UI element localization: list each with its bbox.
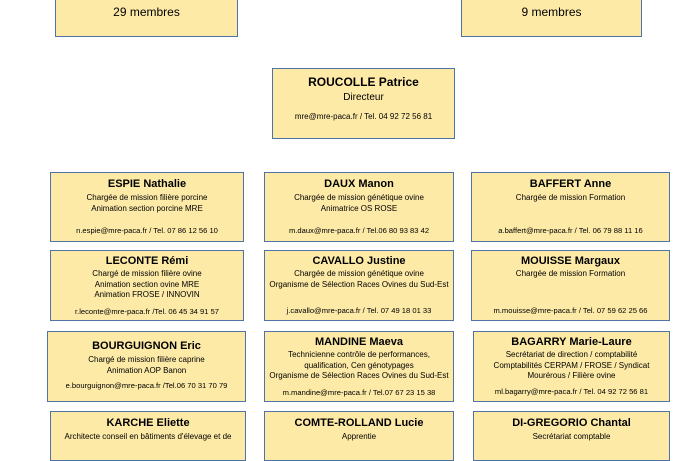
member-count: 29 membres bbox=[113, 5, 180, 19]
staff-role: Chargé de mission filière caprine bbox=[88, 355, 205, 364]
staff-name: BAGARRY Marie-Laure bbox=[511, 336, 632, 348]
staff-role: Chargée de mission filière porcine bbox=[86, 193, 208, 202]
staff-contact: j.cavallo@mre-paca.fr / Tel. 07 49 18 01 33 bbox=[286, 306, 432, 315]
staff-contact: m.mandine@mre-paca.fr / Tel.07 67 23 15 38 bbox=[282, 388, 436, 397]
staff-card bbox=[50, 172, 244, 242]
staff-card bbox=[264, 331, 454, 402]
staff-role: Organisme de Sélection Races Ovines du Sud-Est bbox=[269, 371, 449, 380]
staff-contact: n.espie@mre-paca.fr / Tel. 07 86 12 56 10 bbox=[76, 226, 218, 235]
staff-role: Secrétariat comptable bbox=[532, 432, 611, 441]
staff-contact: r.leconte@mre-paca.fr /Tel. 06 45 34 91 57 bbox=[74, 307, 220, 316]
staff-contact: m.daux@mre-paca.fr / Tel.06 80 93 83 42 bbox=[288, 226, 430, 235]
group-box-left bbox=[55, 0, 238, 37]
staff-contact: a.baffert@mre-paca.fr / Tel. 06 79 88 11 16 bbox=[498, 226, 643, 235]
staff-card bbox=[264, 250, 454, 321]
staff-name: ESPIE Nathalie bbox=[107, 178, 187, 190]
director-box bbox=[272, 68, 455, 139]
staff-contact: ml.bagarry@mre-paca.fr / Tel. 04 92 72 56 81 bbox=[494, 387, 649, 396]
staff-role: Animation FROSE / INNOVIN bbox=[94, 290, 200, 299]
staff-role: Mourérous / Filière ovine bbox=[527, 371, 616, 380]
director-contact: mre@mre-paca.fr / Tel. 04 92 72 56 81 bbox=[294, 112, 433, 121]
staff-name: DAUX Manon bbox=[324, 178, 394, 190]
staff-role: Chargée de mission génétique ovine bbox=[294, 193, 424, 202]
staff-role: Chargée de mission Formation bbox=[515, 193, 626, 202]
staff-name: CAVALLO Justine bbox=[312, 255, 406, 267]
staff-role: Chargée de mission génétique ovine bbox=[294, 269, 424, 278]
staff-role: Architecte conseil en bâtiments d'élevage et de bbox=[64, 432, 232, 441]
staff-role: qualification, Cen génotypages bbox=[304, 360, 414, 370]
staff-role: Chargé de mission filière ovine bbox=[92, 269, 202, 278]
staff-card bbox=[264, 172, 454, 242]
staff-contact: m.mouisse@mre-paca.fr / Tel. 07 59 62 25 66 bbox=[493, 306, 648, 315]
staff-card bbox=[264, 411, 454, 461]
staff-name: COMTE-ROLLAND Lucie bbox=[294, 417, 424, 429]
staff-name: DI-GREGORIO Chantal bbox=[512, 417, 631, 429]
staff-card bbox=[473, 331, 670, 402]
staff-card bbox=[471, 250, 670, 321]
staff-name: MOUISSE Margaux bbox=[520, 255, 621, 267]
staff-role: Chargée de mission Formation bbox=[515, 269, 626, 278]
staff-role: Comptabilités CERPAM / FROSE / Syndicat bbox=[493, 360, 650, 370]
staff-card bbox=[47, 331, 246, 402]
staff-name: LECONTE Rémi bbox=[105, 255, 189, 267]
director-name: ROUCOLLE Patrice bbox=[308, 75, 419, 89]
director-role: Directeur bbox=[343, 92, 384, 103]
staff-contact: e.bourguignon@mre-paca.fr /Tel.06 70 31 70 79 bbox=[65, 381, 228, 390]
staff-name: MANDINE Maeva bbox=[314, 336, 404, 348]
staff-card bbox=[50, 411, 246, 461]
staff-name: BOURGUIGNON Eric bbox=[92, 340, 201, 352]
staff-name: KARCHE Eliette bbox=[106, 417, 190, 429]
staff-role: Animatrice OS ROSE bbox=[320, 203, 398, 213]
staff-name: BAFFERT Anne bbox=[529, 178, 612, 190]
staff-role: Animation section ovine MRE bbox=[94, 279, 200, 289]
staff-role: Animation AOP Banon bbox=[106, 365, 187, 375]
staff-role: Organisme de Sélection Races Ovines du Sud-Est bbox=[269, 279, 449, 289]
staff-card bbox=[50, 250, 244, 321]
staff-role: Technicienne contrôle de performances, bbox=[288, 350, 430, 359]
staff-role: Apprentie bbox=[341, 432, 377, 441]
staff-role: Animation section porcine MRE bbox=[91, 203, 203, 213]
staff-card bbox=[473, 411, 670, 461]
member-count: 9 membres bbox=[521, 5, 582, 19]
staff-role: Secrétariat de direction / comptabilité bbox=[505, 350, 638, 359]
group-box-right bbox=[461, 0, 642, 37]
staff-card bbox=[471, 172, 670, 242]
